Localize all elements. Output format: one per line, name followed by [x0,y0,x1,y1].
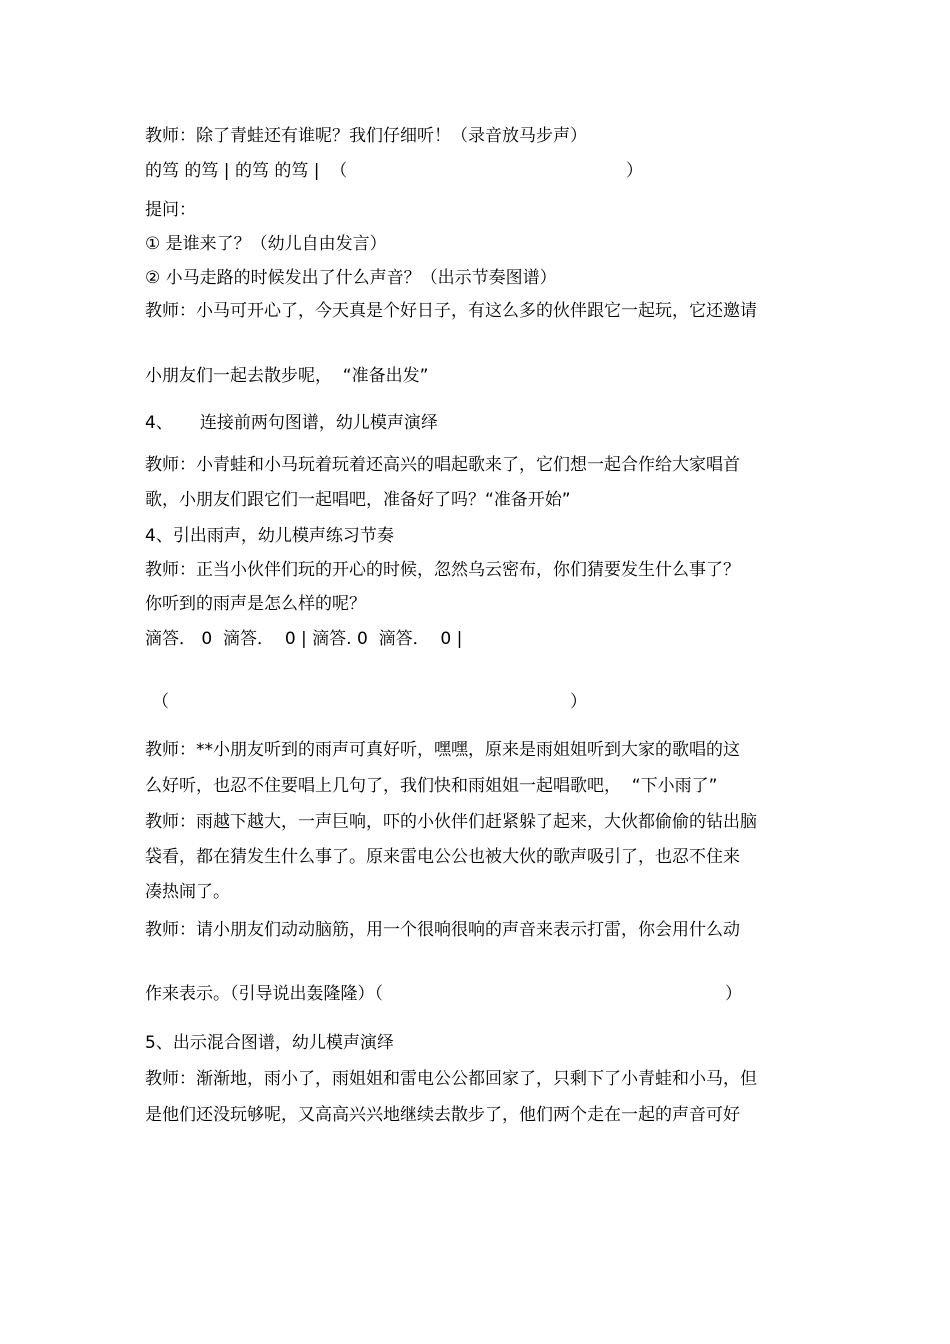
rhythm-notation: 滴答． 0 滴答． 0 | 滴答. 0 滴答． 0 | [145,629,463,649]
text-line: 教师：渐渐地，雨小了，雨姐姐和雷电公公都回家了，只剩下了小青蛙和小马，但 [145,1069,757,1089]
text-line: 教师：正当小伙伴们玩的开心的时候，忽然乌云密布，你们猜要发生什么事了？ [145,560,740,580]
section-heading: 4、 连接前两句图谱，幼儿模声演绎 [145,413,438,433]
text-line: 么好听，也忍不住要唱上几句了，我们快和雨姐姐一起唱歌吧， “下小雨了” [145,776,718,796]
text-line: 教师：小青蛙和小马玩着玩着还高兴的唱起歌来了，它们想一起合作给大家唱首 [145,455,740,475]
close-paren: ） [570,692,587,712]
text-line: 是他们还没玩够呢，又高高兴兴地继续去散步了，他们两个走在一起的声音可好 [145,1105,740,1125]
text-line: 袋看，都在猜发生什么事了。原来雷电公公也被大伙的歌声吸引了，也忍不住来 [145,847,740,867]
text-line: 教师：**小朋友听到的雨声可真好听，嘿嘿，原来是雨姐姐听到大家的歌唱的这 [145,740,740,760]
text-line: 的笃 的笃 | 的笃 的笃 | （ [145,161,348,181]
section-heading: 5、出示混合图谱，幼儿模声演绎 [145,1033,394,1053]
close-paren: ） [725,984,742,1004]
text-line: 小朋友们一起去散步呢， “准备出发” [145,366,429,386]
text-line: ② 小马走路的时候发出了什么声音？（出示节奏图谱） [145,268,557,288]
open-paren: （ [152,692,169,712]
text-line: ① 是谁来了？（幼儿自由发言） [145,234,387,254]
text-line: 你听到的雨声是怎么样的呢？ [145,594,366,614]
text-line: 教师：雨越下越大，一声巨响，吓的小伙伴们赶紧躲了起来，大伙都偷偷的钻出脑 [145,812,757,832]
close-paren: ） [626,161,643,181]
text-line: 教师：小马可开心了，今天真是个好日子，有这么多的伙伴跟它一起玩，它还邀请 [145,301,757,321]
section-heading: 4、引出雨声，幼儿模声练习节奏 [145,526,394,546]
text-line: 作来表示。（引导说出轰隆隆）（ [145,984,383,1004]
text-line: 教师：除了青蛙还有谁呢？我们仔细听！（录音放马步声） [145,126,587,146]
text-line: 提问： [145,200,196,220]
text-line: 歌，小朋友们跟它们一起唱吧，准备好了吗？“准备开始” [145,490,571,510]
text-line: 教师：请小朋友们动动脑筋，用一个很响很响的声音来表示打雷，你会用什么动 [145,920,740,940]
text-line: 凑热闹了。 [145,882,230,902]
